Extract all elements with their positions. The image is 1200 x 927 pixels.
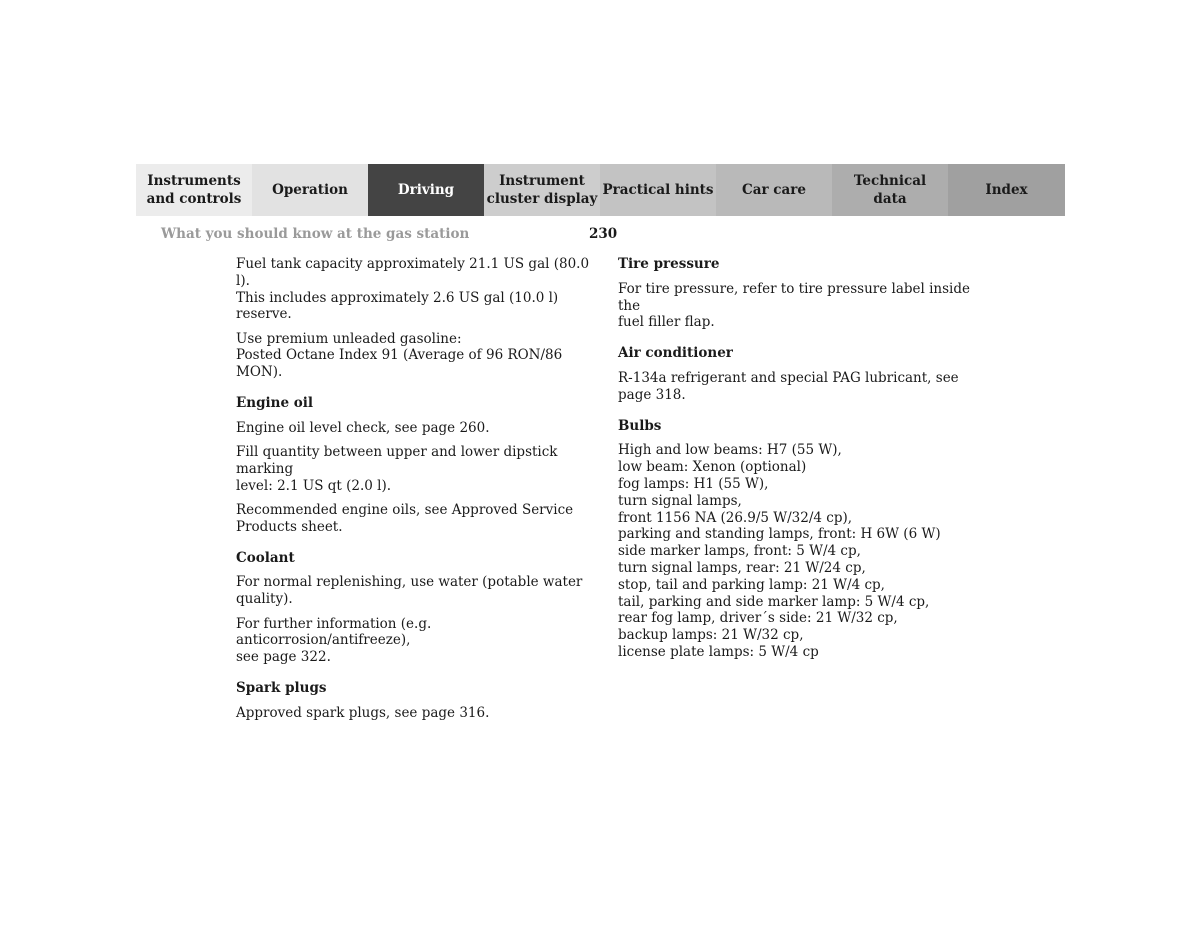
tab-car-care[interactable]: Car care bbox=[716, 164, 832, 216]
tab-instruments-and-controls[interactable]: Instruments and controls bbox=[136, 164, 252, 216]
bulbs-heading: Bulbs bbox=[618, 417, 662, 434]
engine-oil-fill-text: Fill quantity between upper and lower dipstick marking level: 2.1 US qt (2.0 l). bbox=[236, 444, 558, 494]
left-column bbox=[236, 256, 596, 729]
engine-oil-recommended-text: Recommended engine oils, see Approved Service Products sheet. bbox=[236, 502, 574, 535]
tab-operation[interactable]: Operation bbox=[252, 164, 368, 216]
tire-pressure-heading: Tire pressure bbox=[618, 256, 720, 272]
fuel-capacity-text: Fuel tank capacity approximately 21.1 US gal (80.0 l). This includes approximately 2.6 US gal (10.0 l) reserve. bbox=[236, 256, 590, 323]
page-number: 230 bbox=[589, 226, 618, 242]
air-conditioner-text: R-134a refrigerant and special PAG lubricant, see page 318. bbox=[618, 369, 959, 403]
tab-practical-hints[interactable]: Practical hints bbox=[600, 164, 716, 216]
tire-pressure-text: For tire pressure, refer to tire pressure label inside the fuel filler flap. bbox=[618, 280, 970, 331]
section-title: What you should know at the gas station bbox=[161, 226, 470, 242]
air-conditioner-heading: Air conditioner bbox=[618, 345, 733, 362]
fuel-type-text: Use premium unleaded gasoline: Posted Octane Index 91 (Average of 96 RON/86 MON). bbox=[236, 330, 563, 381]
tab-driving[interactable]: Driving bbox=[368, 164, 484, 216]
coolant-replenish-text: For normal replenishing, use water (potable water quality). bbox=[236, 574, 583, 608]
chapter-tab-bar bbox=[136, 164, 1065, 216]
bulbs-list-text: High and low beams: H7 (55 W), low beam: Xenon (optional) fog lamps: H1 (55 W), turn signal lamps, front 1156 NA (26.9/5 W/32/4 cp), parking and standing lamps, front: H 6W (6 W) side marker lamps, front: 5 W/4 cp, turn signal lamps, rear: 21 W/24 cp, stop, tail and parking lamp: 21 W/4 cp, tail, parking and side marker lamp: 5 W/4 cp, rear fog lamp, driver´s side: 21 W/32 cp, backup lamps: 21 W/32 cp, license plate lamps: 5 W/4 cp bbox=[618, 442, 941, 660]
tab-instrument-cluster-display[interactable]: Instrument cluster display bbox=[484, 164, 600, 216]
spark-plugs-text: Approved spark plugs, see page 316. bbox=[236, 704, 490, 721]
coolant-info-text: For further information (e.g. anticorrosion/antifreeze), see page 322. bbox=[236, 615, 432, 666]
tab-technical-data[interactable]: Technical data bbox=[832, 164, 948, 216]
tab-index[interactable]: Index bbox=[948, 164, 1065, 216]
engine-oil-heading: Engine oil bbox=[236, 395, 314, 412]
spark-plugs-heading: Spark plugs bbox=[236, 679, 327, 696]
coolant-heading: Coolant bbox=[236, 549, 295, 566]
engine-oil-check-text: Engine oil level check, see page 260. bbox=[236, 419, 490, 436]
right-column bbox=[618, 256, 978, 668]
